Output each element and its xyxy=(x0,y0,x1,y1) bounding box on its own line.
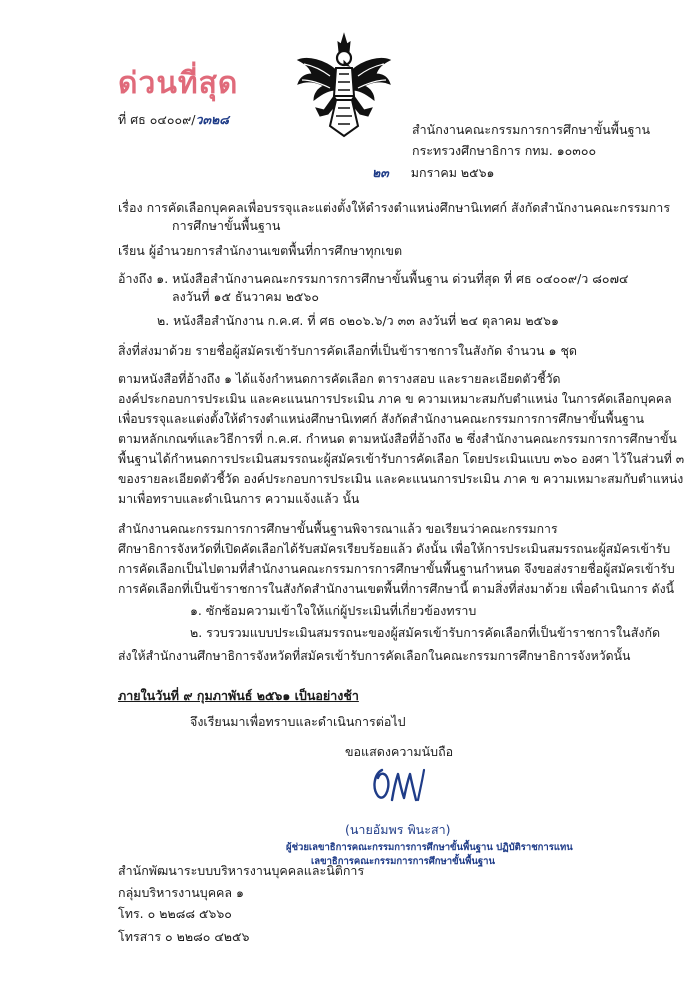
office-name: สำนักงานคณะกรรมการการศึกษาขั้นพื้นฐาน xyxy=(412,122,651,137)
document-number xyxy=(118,112,229,128)
footer-group: กลุ่มบริหารงานบุคคล ๑ xyxy=(118,885,244,900)
body-paragraph-2 xyxy=(118,519,675,599)
handwritten-signature-icon xyxy=(368,760,438,808)
paragraph-line: ส่งให้สำนักงานศึกษาธิการจังหวัดที่สมัครเข้ารับการคัดเลือกในคณะกรรมการศึกษาธิการจังหวัดนั้น xyxy=(118,649,631,663)
paragraph-line: มาเพื่อทราบและดำเนินการ ความแจ้งแล้ว นั้น xyxy=(118,492,360,506)
paragraph-line: ตามหลักเกณฑ์และวิธีการที่ ก.ค.ศ. กำหนด ตามหนังสือที่อ้างถึง ๒ ซึ่งสำนักงานคณะกรรมการการศึกษาขั้น xyxy=(118,432,677,446)
date-day-handwritten: ๒๓ xyxy=(372,165,389,180)
paragraph-line: ตามหนังสือที่อ้างถึง ๑ ได้แจ้งกำหนดการคัดเลือก ตารางสอบ และรายละเอียดตัวชี้วัด xyxy=(118,372,561,386)
footer-unit: สำนักพัฒนาระบบบริหารงานบุคคลและนิติการ xyxy=(118,863,365,878)
closing-line: จึงเรียนมาเพื่อทราบและดำเนินการต่อไป xyxy=(190,714,406,729)
paragraph-line: ของรายละเอียดตัวชี้วัด องค์ประกอบการประเมิน และคะแนนการประเมิน ภาค ข ความเหมาะสมกับตำแหน่ง xyxy=(118,472,684,486)
paragraph-line: ศึกษาธิการจังหวัดที่เปิดคัดเลือกได้รับสมัครเรียบร้อยแล้ว ดังนั้น เพื่อให้การประเมินสมรรถนะผู้สมัครเข้ารับ xyxy=(118,542,671,556)
paragraph-line: พื้นฐานได้กำหนดการประเมินสมรรถนะผู้สมัครเข้ารับการคัดเลือก โดยประเมินแบบ ๓๖๐ องศา ไว้ในส่วนที่ ๓ xyxy=(118,452,685,466)
deadline-text: ภายในวันที่ ๙ กุมภาพันธ์ ๒๕๖๑ เป็นอย่างช้า xyxy=(118,688,359,703)
paragraph-line: สำนักงานคณะกรรมการการศึกษาขั้นพื้นฐานพิจารณาแล้ว ขอเรียนว่าคณะกรรมการ xyxy=(118,522,558,536)
footer-phone: โทร. ๐ ๒๒๘๘ ๕๖๖๐ xyxy=(118,906,232,921)
document-number-prefix: ที่ ศธ ๐๔๐๐๙/ xyxy=(118,112,196,127)
office-address: กระทรวงศึกษาธิการ กทม. ๑๐๓๐๐ xyxy=(412,143,597,158)
body-paragraph-3 xyxy=(118,646,650,666)
action-item-2: ๒. รวบรวมแบบประเมินสมรรถนะของผู้สมัครเข้ารับการคัดเลือกที่เป็นข้าราชการในสังกัด xyxy=(190,625,661,640)
date-month-year: มกราคม ๒๕๖๑ xyxy=(410,165,495,180)
reference-2: ๒. หนังสือสำนักงาน ก.ค.ศ. ที่ ศธ ๐๒๐๖.๖/ว ๓๓ ลงวันที่ ๒๔ ตุลาคม ๒๕๖๑ xyxy=(157,313,559,328)
document-number-handwritten: ว๓๒๘ xyxy=(195,112,229,127)
subject-line-1: เรื่อง การคัดเลือกบุคคลเพื่อบรรจุและแต่งตั้งให้ดำรงตำแหน่งศึกษานิเทศก์ สังกัดสำนักงานคณะกรรมการ xyxy=(118,200,671,215)
enclosure-line: สิ่งที่ส่งมาด้วย รายชื่อผู้สมัครเข้ารับการคัดเลือกที่เป็นข้าราชการในสังกัด จำนวน ๑ ชุด xyxy=(118,343,578,358)
signer-position-2: เลขาธิการคณะกรรมการการศึกษาขั้นพื้นฐาน xyxy=(311,856,495,867)
recipient-line: เรียน ผู้อำนวยการสำนักงานเขตพื้นที่การศึกษาทุกเขต xyxy=(118,243,403,258)
action-item-1: ๑. ซักซ้อมความเข้าใจให้แก่ผู้ประเมินที่เกี่ยวข้องทราบ xyxy=(190,603,477,618)
urgency-stamp: ด่วนที่สุด xyxy=(118,66,239,101)
reference-1-line-1: อ้างถึง ๑. หนังสือสำนักงานคณะกรรมการการศึกษาขั้นพื้นฐาน ด่วนที่สุด ที่ ศธ ๐๔๐๐๙/ว ๘๐๗๔ xyxy=(118,271,629,286)
paragraph-line: องค์ประกอบการประเมิน และคะแนนการประเมิน ภาค ข ความเหมาะสมกับตำแหน่ง ในการคัดเลือกบุคคล xyxy=(118,392,672,406)
reference-1-line-2: ลงวันที่ ๑๕ ธันวาคม ๒๕๖๐ xyxy=(172,289,319,304)
body-paragraph-1 xyxy=(118,369,685,509)
paragraph-line: การคัดเลือกเป็นไปตามที่สำนักงานคณะกรรมการการศึกษาขั้นพื้นฐานกำหนด จึงขอส่งรายชื่อผู้สมัครเข้ารับ xyxy=(118,562,675,576)
regards-line: ขอแสดงความนับถือ xyxy=(345,744,454,759)
letter-date xyxy=(372,165,494,181)
paragraph-line: การคัดเลือกที่เป็นข้าราชการในสังกัดสำนักงานเขตพื้นที่การศึกษานี้ ตามสิ่งที่ส่งมาด้วย เพื่อดำเนินการ ดังนี้ xyxy=(118,582,675,596)
subject-line-2: การศึกษาขั้นพื้นฐาน xyxy=(172,218,281,233)
garuda-emblem-icon xyxy=(294,30,394,142)
paragraph-line: เพื่อบรรจุและแต่งตั้งให้ดำรงตำแหน่งศึกษานิเทศก์ สังกัดสำนักงานคณะกรรมการการศึกษาขั้นพื้นฐาน xyxy=(118,412,645,426)
signer-position-1: ผู้ช่วยเลขาธิการคณะกรรมการการศึกษาขั้นพื้นฐาน ปฏิบัติราชการแทน xyxy=(286,842,573,853)
signer-name: (นายอัมพร พินะสา) xyxy=(345,822,451,837)
footer-fax: โทรสาร ๐ ๒๒๘๐ ๔๒๕๖ xyxy=(118,929,250,944)
